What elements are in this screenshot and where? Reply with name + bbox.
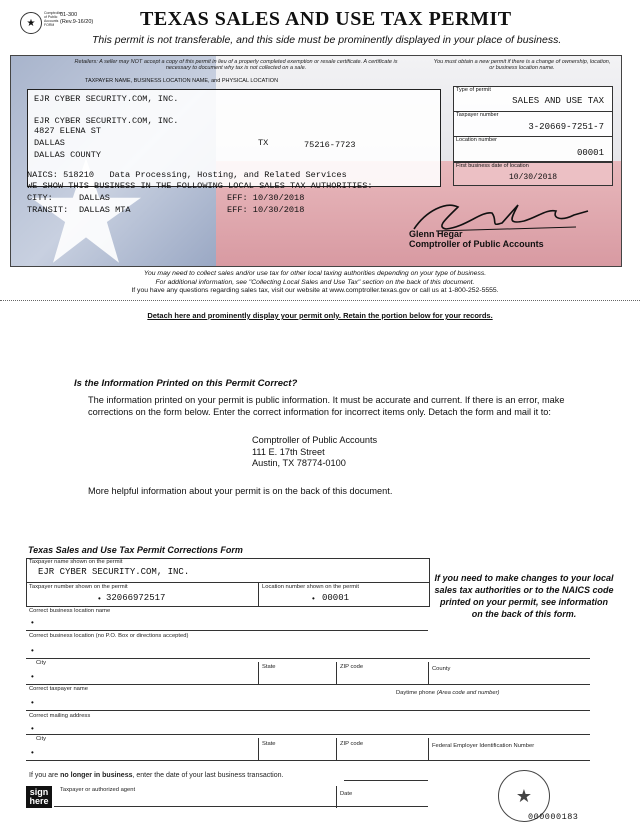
form-revision: (Rev.9-16/20) (60, 18, 94, 25)
mailing-address-field[interactable] (26, 734, 590, 735)
info-body-text: The information printed on your permit is public information. It must be accurate and current. If there is an error, make corrections on the form below. Enter the correct information for incorrect items only. Detach the form and mail it to: (88, 395, 565, 417)
label-county: County (432, 666, 451, 672)
corrections-form (26, 558, 618, 806)
address-line-1: Comptroller of Public Accounts (252, 435, 378, 445)
transit-eff: EFF: 10/30/2018 (227, 205, 305, 215)
label-correct-location-name: Correct business location name (29, 608, 111, 614)
address-line-2: 111 E. 17th Street (252, 446, 325, 457)
label-taxpayer-name: Taxpayer name shown on the permit (29, 559, 123, 565)
label-city-2: City (36, 736, 46, 742)
city: DALLAS (34, 138, 65, 148)
notice-block (10, 270, 620, 296)
retailers-note: Retailers: A seller may NOT accept a copy of this permit in lieu of a properly completed exemption or resale certificate. A certificate is necessary to document why tax is not collected on a sale. (74, 59, 398, 71)
sign-here-tab: sign here (26, 786, 52, 808)
label-zip: ZIP code (340, 664, 364, 670)
last-transaction-date-field[interactable] (344, 780, 428, 781)
bullet: • (31, 618, 34, 627)
city-authority: DALLAS (79, 193, 110, 203)
permit-type-label: Type of permit (456, 87, 491, 93)
daytime-phone-text: Daytime phone (396, 690, 435, 696)
location-number-value: 00001 (576, 148, 604, 158)
detach-perforation (0, 300, 640, 301)
label-date: Date (340, 791, 353, 797)
label-location-number: Location number shown on the permit (262, 584, 359, 590)
label-correct-taxpayer-name: Correct taxpayer name (29, 686, 88, 692)
address-line-3: Austin, TX 78774-0100 (252, 458, 346, 468)
form-number (60, 12, 93, 25)
bullet: • (31, 698, 34, 707)
city-label: CITY: (27, 193, 53, 203)
divider (428, 662, 429, 684)
comptroller-name: Glenn Hegar (409, 229, 463, 239)
authorities-line: WE SHOW THIS BUSINESS IN THE FOLLOWING LOCAL SALES TAX AUTHORITIES: (27, 181, 373, 191)
divider (336, 786, 337, 808)
transit-authority: DALLAS MTA (79, 205, 131, 215)
location-number-box (453, 136, 613, 162)
taxpayer-number-label: Taxpayer number (456, 112, 499, 118)
no-longer-pre: If you are (29, 772, 59, 779)
label-agent: Taxpayer or authorized agent (60, 787, 136, 793)
label-state: State (262, 664, 276, 670)
divider (258, 662, 259, 684)
first-date-label: First business date of location (456, 163, 529, 169)
new-permit-note: You must obtain a new permit if there is a change of ownership, location, or business location name. (433, 59, 611, 71)
label-fein: Federal Employer Identification Number (432, 743, 535, 749)
label-city: City (36, 660, 46, 666)
notice-line-3: If you have any questions regarding sales tax, visit our website at www.comptroller.texas.gov or call us at 1-800-252-5555. (131, 287, 499, 294)
label-no-longer-in-business (29, 772, 283, 779)
mailing-address-block (252, 435, 377, 470)
taxpayer-number-box (453, 111, 613, 137)
divider (336, 662, 337, 684)
page-subtitle: This permit is not transferable, and this side must be prominently displayed in your place of business. (92, 34, 562, 46)
divider (258, 582, 259, 606)
divider (26, 582, 429, 583)
naics-line: NAICS: 518210 Data Processing, Hosting, and Related Services (27, 170, 347, 180)
location-name: EJR CYBER SECURITY.COM, INC. (34, 116, 179, 126)
daytime-phone-hint: (Area code and number) (436, 690, 500, 696)
divider (428, 738, 429, 760)
city-eff: EFF: 10/30/2018 (227, 193, 305, 203)
notice-line-2: For additional information, see "Collecting Local Sales and Use Tax" section on the back of this document. (155, 278, 475, 286)
first-date-value: 10/30/2018 (508, 173, 557, 182)
bullet-taxpayer-number: • (98, 594, 101, 603)
no-longer-bold: no longer in business (60, 772, 133, 779)
state: TX (258, 138, 269, 148)
permit-panel (10, 55, 622, 267)
divider (336, 738, 337, 760)
value-taxpayer-name: EJR CYBER SECURITY.COM, INC. (38, 567, 190, 577)
correct-location-name-field[interactable] (26, 630, 428, 631)
city-state-zip-county-field[interactable] (26, 684, 590, 685)
notice-line-1: You may need to collect sales and/or use tax for other local taxing authorities depending on your type of business. (143, 270, 487, 277)
zip-code: 75216-7723 (304, 140, 356, 150)
document-number: 000000183 (528, 812, 579, 822)
permit-type-box (453, 86, 613, 112)
signature-field[interactable] (54, 806, 428, 807)
detach-instruction: Detach here and prominently display your permit only. Retain the portion below for your records. (147, 311, 493, 320)
label-state-2: State (262, 741, 276, 747)
label-zip-2: ZIP code (340, 741, 364, 747)
value-taxpayer-number: 32066972517 (106, 593, 166, 603)
state-seal-icon: ★ (498, 770, 550, 822)
label-taxpayer-number: Taxpayer number shown on the permit (29, 584, 128, 590)
bullet: • (31, 724, 34, 733)
comptroller-title: Comptroller of Public Accounts (409, 239, 544, 249)
bullet: • (31, 748, 34, 757)
name-box-label: TAXPAYER NAME, BUSINESS LOCATION NAME, and PHYSICAL LOCATION (85, 78, 279, 84)
label-daytime-phone (396, 690, 499, 696)
page-title: TEXAS SALES AND USE TAX PERMIT (140, 8, 512, 30)
permit-type-value: SALES AND USE TAX (512, 96, 604, 106)
correct-taxpayer-name-field[interactable] (26, 710, 590, 711)
no-longer-post: , enter the date of your last business transaction. (132, 772, 284, 779)
more-info-text: More helpful information about your permit is on the back of this document. (88, 486, 393, 496)
value-location-number: 00001 (322, 593, 350, 603)
form-number-code: 01-300 (60, 12, 78, 18)
label-correct-location: Correct business location (no P.O. Box or directions accepted) (29, 633, 189, 639)
label-mailing-address: Correct mailing address (29, 713, 91, 719)
divider (258, 738, 259, 760)
comptroller-signature-block (409, 229, 544, 249)
comptroller-seal-icon: ★ (20, 12, 42, 34)
county: DALLAS COUNTY (34, 150, 102, 160)
taxpayer-number-value: 3-20669-7251-7 (528, 122, 604, 132)
location-number-label: Location number (456, 137, 497, 143)
mailing-city-state-zip-fein-field[interactable] (26, 760, 590, 761)
transit-label: TRANSIT: (27, 205, 69, 215)
local-authorities-note: If you need to make changes to your local sales tax authorities or to the NAICS code printed on your permit, see information on the back of this form. (434, 573, 614, 619)
bullet-location-number: • (312, 594, 315, 603)
first-date-box (453, 162, 613, 186)
bullet: • (31, 672, 34, 681)
agency-small-text: Comptroller of Public Accounts FORM (44, 11, 63, 27)
info-question-heading: Is the Information Printed on this Permit Correct? (74, 378, 298, 389)
bullet: • (31, 646, 34, 655)
taxpayer-name: EJR CYBER SECURITY.COM, INC. (34, 94, 179, 104)
corrections-form-title: Texas Sales and Use Tax Permit Corrections Form (28, 545, 243, 555)
correct-location-field[interactable] (26, 658, 590, 659)
street-address: 4827 ELENA ST (34, 126, 102, 136)
